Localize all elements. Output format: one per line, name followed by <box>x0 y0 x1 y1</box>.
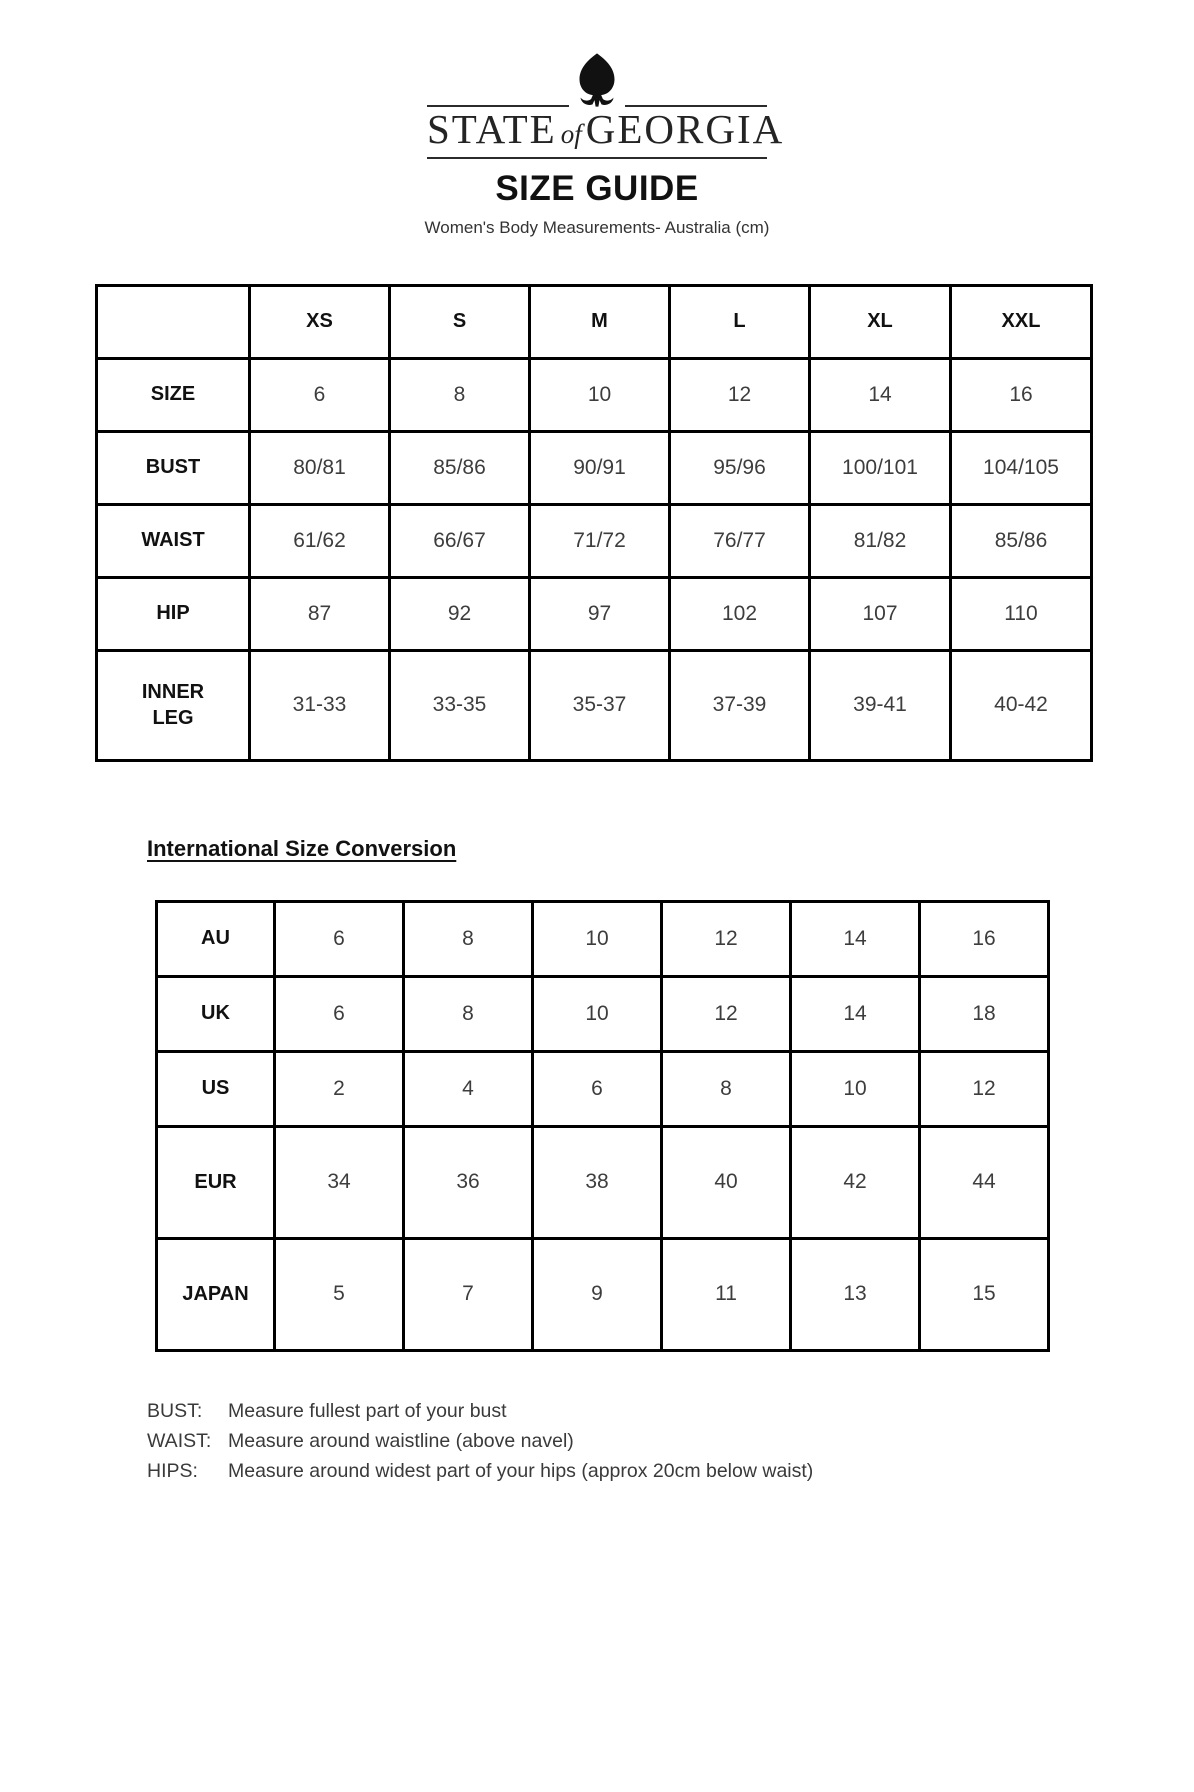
table-cell: 5 <box>275 1238 404 1350</box>
table-cell: 35-37 <box>530 650 670 760</box>
table-cell: 37-39 <box>670 650 810 760</box>
tree-icon <box>569 52 625 108</box>
table-cell: 10 <box>533 976 662 1051</box>
table-cell: 12 <box>662 976 791 1051</box>
table-cell: 104/105 <box>951 431 1092 504</box>
table-cell: 12 <box>920 1051 1049 1126</box>
table-cell: 8 <box>662 1051 791 1126</box>
table-cell: 8 <box>404 901 533 976</box>
table-cell: 7 <box>404 1238 533 1350</box>
table-row-bust <box>97 431 1092 504</box>
column-header-xxl: XXL <box>951 285 1092 358</box>
conversion-table <box>155 900 1050 1352</box>
table-cell: 61/62 <box>250 504 390 577</box>
table-cell: 81/82 <box>810 504 951 577</box>
table-cell: 71/72 <box>530 504 670 577</box>
table-cell: 66/67 <box>390 504 530 577</box>
table-cell: 10 <box>533 901 662 976</box>
table-cell: 16 <box>920 901 1049 976</box>
row-label-us: US <box>157 1051 275 1126</box>
table-row-hip <box>97 577 1092 650</box>
table-cell: 6 <box>250 358 390 431</box>
table-cell: 12 <box>662 901 791 976</box>
note-label: BUST: <box>147 1399 203 1422</box>
page-subtitle: Women's Body Measurements- Australia (cm) <box>424 217 770 237</box>
table-row-japan <box>157 1238 1049 1350</box>
row-label-bust: BUST <box>97 431 250 504</box>
column-header-xl: XL <box>810 285 951 358</box>
row-label-size: SIZE <box>97 358 250 431</box>
brand-name <box>427 106 785 153</box>
table-cell: 6 <box>275 976 404 1051</box>
row-label-waist: WAIST <box>97 504 250 577</box>
measuring-notes <box>147 1396 1194 1486</box>
brand-name-right: GEORGIA <box>585 106 785 152</box>
note-row-bust <box>147 1396 1194 1426</box>
table-cell: 90/91 <box>530 431 670 504</box>
table-row-au <box>157 901 1049 976</box>
row-label-uk: UK <box>157 976 275 1051</box>
table-cell: 44 <box>920 1126 1049 1238</box>
table-cell: 6 <box>275 901 404 976</box>
table-cell: 38 <box>533 1126 662 1238</box>
column-header-m: M <box>530 285 670 358</box>
row-label-hip: HIP <box>97 577 250 650</box>
table-cell: 80/81 <box>250 431 390 504</box>
note-label: HIPS: <box>147 1459 198 1482</box>
table-cell: 85/86 <box>951 504 1092 577</box>
table-cell: 10 <box>791 1051 920 1126</box>
table-cell: 12 <box>670 358 810 431</box>
row-label-text: INNER LEG <box>141 681 205 730</box>
table-cell: 31-33 <box>250 650 390 760</box>
row-label-au: AU <box>157 901 275 976</box>
brand-logo <box>427 0 785 159</box>
column-header-l: L <box>670 285 810 358</box>
row-label-eur: EUR <box>157 1126 275 1238</box>
table-row-waist <box>97 504 1092 577</box>
brand-underline <box>427 157 767 159</box>
table-cell: 40-42 <box>951 650 1092 760</box>
table-cell: 11 <box>662 1238 791 1350</box>
table-cell: 36 <box>404 1126 533 1238</box>
table-cell: 34 <box>275 1126 404 1238</box>
table-cell: 40 <box>662 1126 791 1238</box>
table-row-eur <box>157 1126 1049 1238</box>
measurement-header-row <box>97 285 1092 358</box>
page-title: SIZE GUIDE <box>495 168 699 208</box>
table-cell: 13 <box>791 1238 920 1350</box>
table-cell: 15 <box>920 1238 1049 1350</box>
table-cell: 4 <box>404 1051 533 1126</box>
table-cell: 110 <box>951 577 1092 650</box>
table-cell: 18 <box>920 976 1049 1051</box>
table-cell: 76/77 <box>670 504 810 577</box>
table-cell: 2 <box>275 1051 404 1126</box>
table-cell: 10 <box>530 358 670 431</box>
table-cell: 14 <box>791 976 920 1051</box>
brand-name-left: STATE <box>427 106 557 152</box>
table-cell: 8 <box>390 358 530 431</box>
table-cell: 33-35 <box>390 650 530 760</box>
note-text: Measure fullest part of your bust <box>228 1399 507 1422</box>
table-cell: 107 <box>810 577 951 650</box>
note-label: WAIST: <box>147 1429 212 1452</box>
column-header-s: S <box>390 285 530 358</box>
table-cell: 9 <box>533 1238 662 1350</box>
row-label-japan: JAPAN <box>157 1238 275 1350</box>
table-cell: 6 <box>533 1051 662 1126</box>
table-cell: 14 <box>810 358 951 431</box>
table-row-us <box>157 1051 1049 1126</box>
table-cell: 97 <box>530 577 670 650</box>
table-row-size <box>97 358 1092 431</box>
note-row-hips <box>147 1456 1194 1486</box>
table-cell: 14 <box>791 901 920 976</box>
table-row-uk <box>157 976 1049 1051</box>
row-label-inner-leg <box>97 650 250 760</box>
conversion-heading: International Size Conversion <box>147 835 457 861</box>
measurement-table <box>95 284 1093 762</box>
table-cell: 39-41 <box>810 650 951 760</box>
table-cell: 87 <box>250 577 390 650</box>
table-cell: 16 <box>951 358 1092 431</box>
note-text: Measure around waistline (above navel) <box>228 1429 574 1452</box>
brand-name-of: of <box>560 119 582 149</box>
table-cell: 92 <box>390 577 530 650</box>
note-text: Measure around widest part of your hips (approx 20cm below waist) <box>228 1459 814 1482</box>
column-header <box>97 285 250 358</box>
table-cell: 102 <box>670 577 810 650</box>
note-row-waist <box>147 1426 1194 1456</box>
table-cell: 85/86 <box>390 431 530 504</box>
table-row-inner-leg <box>97 650 1092 760</box>
table-cell: 100/101 <box>810 431 951 504</box>
table-cell: 42 <box>791 1126 920 1238</box>
table-cell: 95/96 <box>670 431 810 504</box>
table-cell: 8 <box>404 976 533 1051</box>
column-header-xs: XS <box>250 285 390 358</box>
